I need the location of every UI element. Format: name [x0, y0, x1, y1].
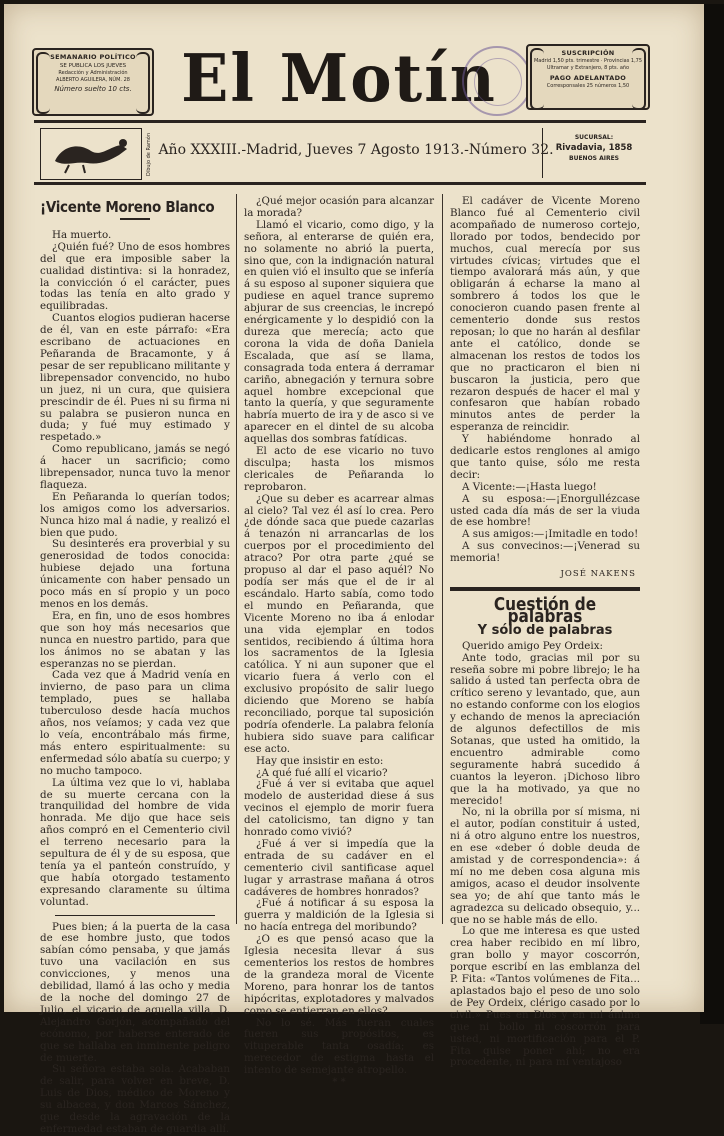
paragraph: ¿Fué á notificar á su esposa la guerra y maldición de la Iglesia si no hacía entrega del moribundo? [244, 897, 434, 934]
paragraph: Llamó el vicario, como digo, y la señora, al enterarse de quién era, no solamente no abrió la puerta, sino que, con la indignación natural en quien vió el insulto que se infería á su esposo al suponer siquiera que pudiese en aquel trance supremo abjurar de sus creencias, le increpó enérgicamente y lo despidió con la dureza que merecía; acto que corona la vida de doña Daniela Escalada, que así se llama, consagrada toda entera á derramar cariño, abnegación y ternura sobre aquel hombre excepcional que tanto la quería, y que seguramente habría muerto de ira y de asco si ve aparecer en el dintel de su alcoba aquellas dos sombras fatídicas. [244, 218, 434, 446]
paragraph: ¿Quién fué? Uno de esos hombres del que era imposible saber la cualidad distintiva: si la honradez, la convicción ó el carácter, pues todas las tenía en alto grado y equilibradas. [40, 240, 230, 313]
paragraph: Hay que insistir en esto: [256, 754, 384, 767]
section-headline: Cuestión de palabras [493, 594, 597, 627]
newspaper-page [4, 4, 704, 1135]
paragraph: A su esposa:—¡Enorgullézcase usted cada día más de ser la viuda de ese hombre! [450, 492, 640, 529]
article-separator [450, 587, 640, 591]
branch-office-box [542, 128, 645, 178]
subscription-badge [526, 44, 650, 110]
badge-line: Madrid 1,50 pts. trimestre · Provincias 1,75 [533, 58, 643, 64]
article-headline: ¡Vicente Moreno Blanco [40, 198, 215, 216]
headline-underline [120, 218, 150, 220]
badge-line: PAGO ADELANTADO [549, 74, 627, 82]
section-dots: * * [332, 1077, 346, 1089]
column-3 [450, 196, 640, 1069]
column-divider [442, 194, 443, 924]
badge-line: Corresponsales 25 números 1,50 [546, 83, 630, 89]
paragraph: El cadáver de Vicente Moreno Blanco fué al Cementerio civil acompañado de numeroso cortejo, llorado por todos, bendecido por muchos, cual merecía por sus virtudes cívicas; virtudes que el tiempo avalorará más aún, y que obligarán á echarse la mano al sombrero á todos los que le conocieron cuando pasen frente al cementerio donde sus restos reposan; lo que no harán al desfilar ante el católico, donde se almacenan los restos de todos los que no practicaron el bien ni buscaron la justicia, pero que rezaron después de hacer el mal y confesaron que habían robado minutos antes de perder la esperanza de reincidir. [450, 195, 640, 434]
library-stamp [462, 46, 532, 116]
section-subheadline: Y sólo de palabras [477, 622, 613, 638]
column-2 [244, 196, 434, 1089]
paragraph: A Vicente:—¡Hasta luego! [462, 480, 597, 493]
ornament-curl [632, 48, 646, 110]
masthead-rule [34, 182, 646, 185]
badge-line: SE PUBLICA LOS JUEVES [59, 63, 127, 69]
cartoon-credit: Dibujo de Ramón [146, 133, 152, 176]
column-divider [236, 194, 237, 924]
paragraph: A sus convecinos:—¡Venerad su memoria! [450, 540, 640, 565]
paragraph: Cada vez que á Madrid venía en invierno, de paso para un clima templado, pues se hallaba tuberculoso desde hacía muchos años, nos veíamos; y cada vez que lo veía, encontrábalo más firme, más entero espiritualmente: su enfermedad sólo abatía su cuerpo; y no mucho tampoco. [40, 669, 230, 777]
publication-info-badge [32, 48, 154, 116]
newspaper-title: El Motín [181, 40, 497, 117]
badge-price: Número suelto 10 cts. [54, 85, 132, 93]
paragraph: Era, en fin, uno de esos hombres que son hoy más necesarios que nunca en nuestro partido, para que los ánimos no se abatan y las esperanzas no se pierdan. [40, 609, 230, 670]
paragraph: Ha muerto. [52, 228, 112, 241]
paragraph: ¿Qué mejor ocasión para alcanzar la morada? [244, 195, 434, 219]
paragraph: ¿O es que pensó acaso que la Iglesia necesita llevar á sus cementerios los restos de hombres de la grandeza moral de Vicente Moreno, para honrar los de tantos hipócritas, explotadores y malvados como se entierran en ellos? [244, 933, 434, 1017]
paragraph: No, ni la obrilla por sí misma, ni el autor, podían constituir á usted, ni á otro alguno entre los nuestros, en ese «deber ó doble deuda de amistad y de correspondencia»: á mí no me deben cosa alguna mis amigos, acaso el deudor insolvente sea yo; de ahí que tanto más le agradezca su delicado obsequio, y... que no se hable más de ello. [450, 806, 640, 926]
paragraph: ¿A qué fué allí el vicario? [256, 766, 388, 779]
section-divider [55, 915, 215, 916]
ornament-curl [36, 52, 50, 114]
paragraph: Y habiéndome honrado al dedicarle estos renglones al amigo que tanto quise, sólo me resta decir: [450, 433, 640, 481]
paragraph: La última vez que lo vi, hablaba de su muerte cercana con la tranquilidad del hombre de vida honrada. Me dijo que hace seis años compró en el Cementerio civil el terreno necesario para la sepultura de él y de su esposa, que tenía ya el panteón construído, y que había otorgado testamento expresando claramente su última voluntad. [40, 776, 230, 908]
ornament-curl [136, 52, 150, 114]
paragraph: El acto de ese vicario no tuvo disculpa; hasta los mismos clericales de Peñaranda lo reprobaron. [244, 445, 434, 493]
badge-line: Redacción y Administración [58, 70, 128, 76]
paragraph: ¿Fué á ver si impedía que la entrada de su cadáver en el cementerio civil santificase aquel lugar y arrastrase mañana á otros cadáveres de hombres honrados? [244, 837, 434, 898]
paragraph: A sus amigos:—¡Imitadle en todo! [462, 528, 639, 541]
badge-line: Ultramar y Extranjero, 8 pts. año [546, 65, 630, 71]
badge-line: SUSCRIPCIÓN [561, 49, 615, 57]
paragraph: Pues bien; á la puerta de la casa de ese hombre justo, que todos sabían cómo pensaba, y que jamás tuvo una vacilación en sus convicciones, y menos una debilidad, llamó á las ocho y media de la noche del domingo 27 de Julio, el vicario de aquella villa, D. Alejandro Gorjón, acompañado del ecónomo, por haberse enterado de que se hallaba en inminente peligro de muerte. [40, 920, 230, 1064]
branch-address: Rivadavia, 1858 [555, 143, 633, 153]
paragraph: Querido amigo Pey Ordeix: [462, 639, 603, 652]
cartoon-illustration [40, 128, 142, 180]
branch-label: SUCURSAL: [574, 134, 614, 141]
dateline: Año XXXIII.-Madrid, Jueves 7 Agosto 1913.-Número 32. [158, 142, 554, 158]
paragraph: No lo sé. Más fueran cuales fueren sus propósitos, es vituperable tanta osadía; es merecedor de estigma hasta el intento de semejante atropello. [244, 1016, 434, 1077]
cartoon-figure-icon [49, 135, 133, 175]
branch-city: BUENOS AIRES [569, 155, 619, 162]
paragraph: Cuantos elogios pudieran hacerse de él, van en este párrafo: «Era escribano de actuaciones en Peñaranda de Bracamonte, y á pesar de ser republicano militante y librepensador convencido, no hubo un juez, ni un cura, que quisiera prescindir de él. Pues ni su firma ni su palabra se pusieron nunca en duda; y fué muy estimado y respetado.» [40, 312, 230, 444]
badge-line: ALBERTO AGUILERA, NÚM. 28 [56, 77, 130, 83]
paragraph: En Peñaranda lo querían todos; los amigos como los adversarios. Nunca hizo mal á nadie, y realizó el bien que pudo. [40, 490, 230, 539]
author-signature: JOSÉ NAKENS [560, 569, 636, 580]
paragraph: Lo que me interesa es que usted crea haber recibido en mí libro, gran bollo y mayor coscorrón, porque escribí en las emblanza del P. Fita: «Tantos volúmenes de Fita... aplastados bajo el peso de uno solo de Pey Ordeix, clérigo casado por lo civil.» Pues en Dios y en mi ánima que ni bollo ni coscorrón para usted, ni mortificación para el P. Fita quise poner ahí; no era procedente, ni para mí ventajoso [450, 925, 640, 1069]
dateline-row [34, 126, 646, 180]
badge-line: SEMANARIO POLÍTICO [50, 53, 136, 61]
paragraph: Su desinterés era proverbial y su generosidad de todos conocida: hubiese dejado una fortuna únicamente con haber pensado un poco más en sí propio y un poco menos en los demás. [40, 538, 230, 610]
paragraph: Como republicano, jamás se negó á hacer un sacrificio; como librepensador, nunca tuvo la menor flaqueza. [40, 443, 230, 491]
ornament-curl [530, 48, 544, 110]
paragraph: ¿Que su deber es acarrear almas al cielo? Tal vez él así lo crea. Pero ¿de dónde saca que puede cazarlas á tenazón ni arrancarlas de los cuerpos por el procedimiento del atraco? Por otra parte ¿qué se propuso al dar el paso aquél? No podía ser más que el de ir al escándalo. Harto sabía, como todo el mundo en Peñaranda, que Vicente Moreno no iba á enlodar una vida ejemplar en todos sentidos, recibiendo á última hora los sacramentos de la Iglesia católica. Y ni aun suponer que el vicario fuera á verlo con el exclusivo propósito de salir luego diciendo que Moreno se había reconciliado, porque tal suposición podría ofenderle. La palabra felonía hubiera sido suave para calificar ese acto. [244, 492, 434, 755]
paragraph: ¿Fué á ver si evitaba que aquel modelo de austeridad diese á sus vecinos el ejemplo de morir fuera del catolicismo, tan digno y tan honrado como vivió? [244, 778, 434, 839]
paragraph: Su señora estaba sola. Acababan de salir, para volver en breve, D. Luis de Dios, médico de Moreno y su albacea, y don Marcos Sánchez, que desde la agravación de la enfermedad estaban de guardia allí. [40, 1063, 230, 1135]
masthead-rule [34, 120, 646, 123]
column-1 [40, 196, 230, 1136]
paragraph: Ante todo, gracias mil por su reseña sobre mi pobre librejo; le ha salido á usted tan perfecta obra de crítico sereno y levantado, que, aun no estando conforme con los elogios y echando de menos la apreciación de algunos defectillos de mis Sotanas, que usted ha omitido, la encuentro admirable como seguramente habrá sucedido á cuantos la leyeron. ¡Dichoso libro que la ha motivado, ya que no merecido! [450, 651, 640, 807]
